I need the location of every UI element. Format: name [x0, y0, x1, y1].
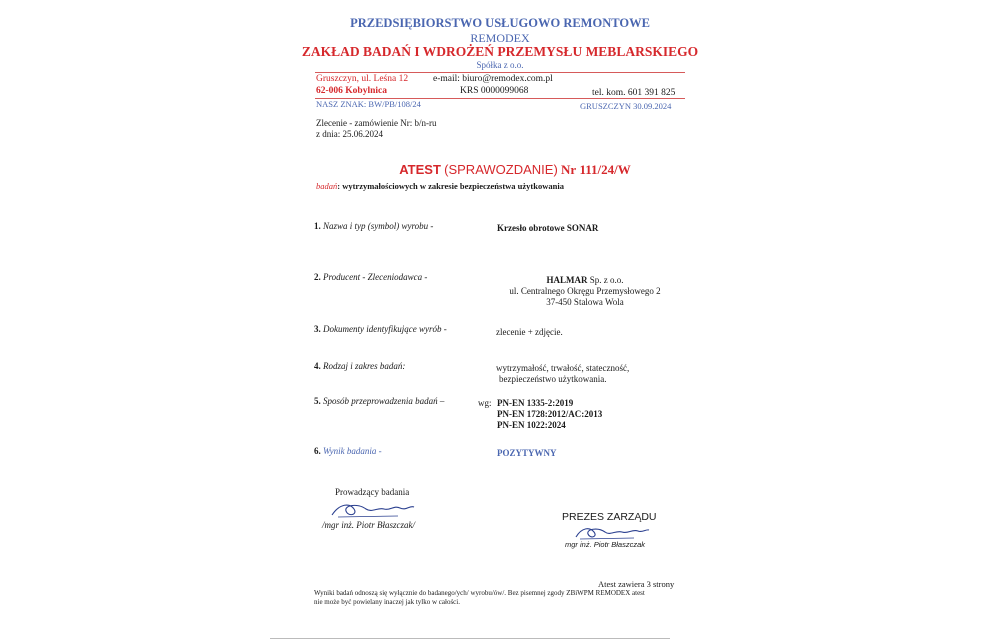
item-4-label-row: [314, 361, 405, 371]
left-signature-title: Prowadzący badania: [335, 487, 410, 497]
item-5-label-row: [314, 396, 444, 406]
item-2-label: Producent - Zleceniodawca -: [323, 272, 428, 282]
title-nr: Nr: [561, 162, 577, 177]
item-6-number: 6.: [314, 446, 321, 456]
document-title: [300, 162, 730, 178]
item-5-standard-1: PN-EN 1335-2:2019: [497, 398, 574, 408]
item-3-number: 3.: [314, 324, 321, 334]
item-6-label-row: [314, 446, 382, 456]
item-5-standard-2: PN-EN 1728:2012/AC:2013: [497, 409, 603, 419]
footer-note-line-2: nie może być powielany inaczej jak tylko w całości.: [314, 598, 460, 606]
item-5-standard-3: PN-EN 1022:2024: [497, 420, 566, 430]
company-line-3: ZAKŁAD BADAŃ I WDROŻEŃ PRZEMYSŁU MEBLARSKIEGO: [301, 44, 699, 59]
company-line-4: Spółka z o.o.: [476, 60, 524, 70]
left-signature-mark: [328, 499, 418, 521]
item-2-value-line-3: 37-450 Stalowa Wola: [546, 297, 624, 307]
address-street: Gruszczyn, ul. Leśna 12: [316, 74, 409, 84]
item-3-label: Dokumenty identyfikujące wyrób -: [323, 324, 447, 334]
subtitle-lead: badań: [316, 181, 338, 191]
left-signature-name: /mgr inż. Piotr Błaszczak/: [322, 520, 416, 530]
item-4-value-line-1: wytrzymałość, trwałość, stateczność,: [496, 363, 630, 373]
order-line-2: z dnia: 25.06.2024: [316, 129, 383, 139]
item-6-value: POZYTYWNY: [497, 448, 557, 458]
header-top-rule: [315, 72, 685, 73]
item-5-prefix: wg:: [478, 398, 492, 408]
item-5-number: 5.: [314, 396, 321, 406]
item-4-value-line-2: bezpieczeństwo użytkowania.: [499, 374, 607, 384]
footer-note-line-1: Wyniki badań odnoszą się wyłącznie do badanego/ych/ wyrobu/ów/. Bez pisemnej zgody ZBiWPM REMODEX atest: [314, 589, 645, 597]
right-signature-name: mgr inż. Piotr Błaszczak: [565, 540, 646, 549]
our-reference: NASZ ZNAK: BW/PB/108/24: [316, 99, 421, 109]
item-2-value-line-2: ul. Centralnego Okręgu Przemysłowego 2: [509, 286, 661, 296]
title-number: 111/24/W: [579, 162, 631, 177]
item-5-label: Sposób przeprowadzenia badań –: [323, 396, 445, 406]
document-subtitle: [316, 181, 564, 191]
item-6-label: Wynik badania -: [323, 446, 382, 456]
item-3-label-row: [314, 324, 447, 334]
order-line-1: Zlecenie - zamówienie Nr: b/n-ru: [316, 118, 437, 128]
item-4-label: Rodzaj i zakres badań:: [323, 361, 406, 371]
title-atest: ATEST: [399, 162, 441, 177]
item-1-label: Nazwa i typ (symbol) wyrobu -: [323, 221, 434, 231]
item-1-label-row: [314, 221, 433, 231]
address-city: 62-006 Kobylnica: [316, 86, 387, 96]
item-1-value: Krzesło obrotowe SONAR: [497, 223, 599, 233]
subtitle-text: : wytrzymałościowych w zakresie bezpieczeństwa użytkowania: [337, 181, 564, 191]
right-signature-title: PREZES ZARZĄDU: [562, 511, 657, 523]
place-date: GRUSZCZYN 30.09.2024: [580, 101, 672, 111]
item-3-value: zlecenie + zdjęcie.: [496, 327, 563, 337]
footer-page-count: Atest zawiera 3 strony: [598, 579, 675, 589]
page-bottom-edge: [270, 638, 670, 639]
item-2-number: 2.: [314, 272, 321, 282]
item-2-value-line-1: [480, 275, 690, 285]
company-line-2: REMODEX: [470, 31, 530, 45]
item-4-number: 4.: [314, 361, 321, 371]
title-sprawozdanie: (SPRAWOZDANIE): [444, 162, 558, 177]
company-line-1: PRZEDSIĘBIORSTWO USŁUGOWO REMONTOWE: [350, 16, 650, 30]
email: e-mail: biuro@remodex.com.pl: [433, 74, 553, 84]
item-1-number: 1.: [314, 221, 321, 231]
phone: tel. kom. 601 391 825: [592, 88, 676, 98]
producer-name-rest: Sp. z o.o.: [587, 275, 624, 285]
krs-number: KRS 0000099068: [460, 86, 529, 96]
item-2-label-row: [314, 272, 427, 282]
producer-name: HALMAR: [546, 275, 588, 285]
